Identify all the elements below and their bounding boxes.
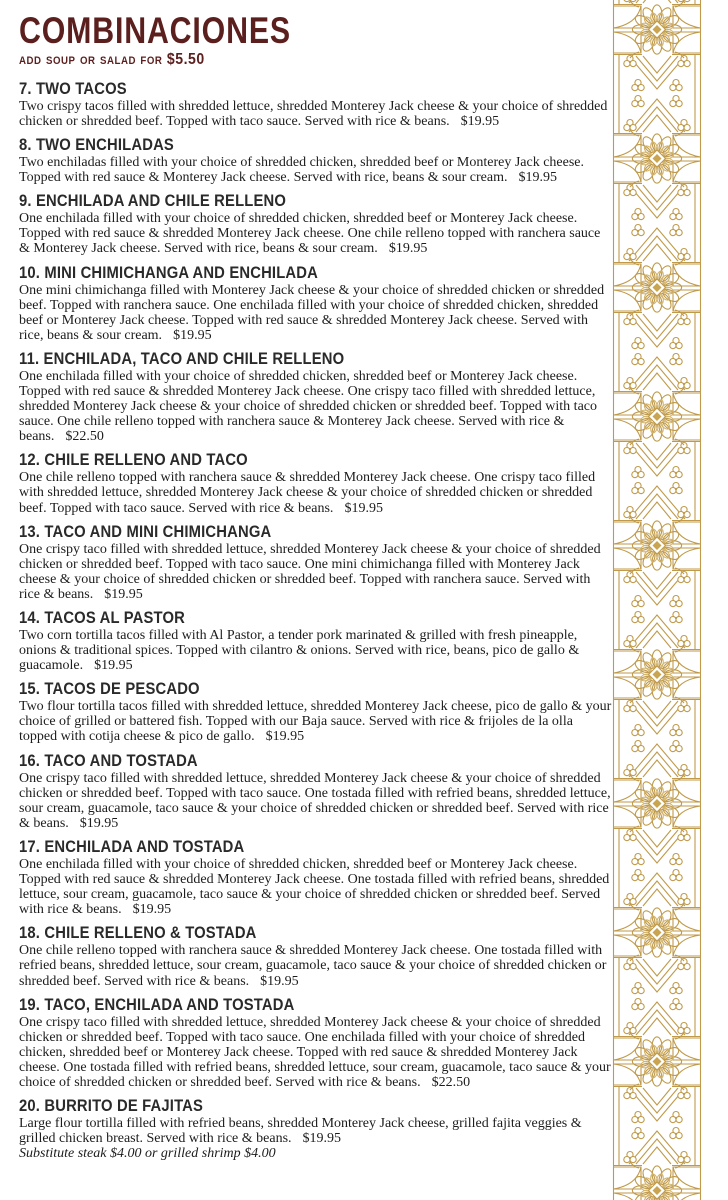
- menu-item-14: [19, 609, 613, 673]
- item-price: $19.95: [344, 500, 383, 516]
- item-substitution-note: Substitute steak $4.00 or grilled shrimp $4.00: [19, 1146, 276, 1162]
- menu-item-8: [19, 136, 613, 185]
- menu-item-10: [19, 264, 613, 343]
- item-heading: 13. TACO AND MINI CHIMICHANGA: [19, 521, 272, 541]
- item-description: [19, 369, 613, 444]
- menu-item-16: [19, 752, 613, 831]
- item-description-text: Two enchiladas filled with your choice of shredded chicken, shredded beef or Monterey Jack cheese. Topped with red sauce & Monterey Jack cheese. Served with rice, beans & sour cream.: [19, 155, 585, 186]
- item-description-text: One crispy taco filled with shredded lettuce, shredded Monterey Jack cheese & your choice of shredded chicken or shredded beef. Topped with taco sauce. One tostada filled with refried beans, shredded lettuce, sour cream, guacamole, taco sauce & your choice of shredded chicken or shredded beef. Served with rice & beans.: [19, 770, 611, 831]
- item-description-text: One chile relleno topped with ranchera sauce & shredded Monterey Jack cheese. One crispy taco filled with shredded lettuce, shredded Monterey Jack cheese & your choice of shredded chicken or shredded beef. Topped with taco sauce. Served with rice & beans.: [19, 470, 596, 516]
- item-description: [19, 211, 613, 256]
- item-price: $19.95: [260, 973, 299, 989]
- item-price: $19.95: [79, 815, 119, 831]
- menu-page: [19, 12, 613, 1161]
- item-description-text: One mini chimichanga filled with Monterey Jack cheese & your choice of shredded chicken or shredded beef. Topped with ranchera sauce. One enchilada filled with your choice of shredded chicken, shredded beef or Monterey Jack cheese. Topped with red sauce & shredded Monterey Jack cheese. Served with rice, beans & sour cream.: [19, 282, 605, 343]
- item-heading: 14. TACOS AL PASTOR: [19, 608, 186, 627]
- item-price: $22.50: [65, 429, 104, 445]
- item-heading: 10. MINI CHIMICHANGA AND ENCHILADA: [19, 262, 318, 282]
- page-title: COMBINACIONES: [19, 10, 291, 51]
- item-description: [19, 628, 613, 673]
- floral-border-ornament-icon: [611, 0, 703, 1200]
- menu-item-12: [19, 451, 613, 515]
- item-heading: 11. ENCHILADA, TACO AND CHILE RELLENO: [19, 348, 345, 368]
- item-description: [19, 699, 613, 744]
- menu-item-20: [19, 1097, 613, 1161]
- item-heading: 18. CHILE RELLENO & TOSTADA: [19, 923, 257, 943]
- item-heading: 12. CHILE RELLENO AND TACO: [19, 450, 248, 470]
- item-description-text: One crispy taco filled with shredded lettuce, shredded Monterey Jack cheese & your choice of shredded chicken or shredded beef. Topped with taco sauce. One mini chimichanga filled with Monterey Jack cheese & your choice of shredded chicken or shredded beef. Topped with ranchera sauce. Served with rice & beans.: [19, 541, 601, 602]
- item-price: $19.95: [132, 902, 172, 918]
- item-description: [19, 857, 613, 917]
- item-description: [19, 470, 613, 515]
- menu-item-7: [19, 80, 613, 129]
- item-price: $19.95: [518, 170, 557, 186]
- menu-item-11: [19, 350, 613, 444]
- item-heading: 20. BURRITO DE FAJITAS: [19, 1096, 204, 1116]
- item-heading: 7. TWO TACOS: [19, 78, 127, 98]
- item-heading: 19. TACO, ENCHILADA AND TOSTADA: [19, 994, 295, 1014]
- menu-item-15: [19, 680, 613, 744]
- item-heading: 17. ENCHILADA AND TOSTADA: [19, 836, 245, 856]
- item-heading: 15. TACOS DE PESCADO: [19, 679, 200, 699]
- item-description: [19, 1015, 613, 1090]
- item-price: $19.95: [173, 327, 212, 343]
- item-price: $19.95: [265, 729, 305, 745]
- item-description: [19, 542, 613, 602]
- item-description-text: One enchilada filled with your choice of shredded chicken, shredded beef or Monterey Jack cheese. Topped with red sauce & shredded Monterey Jack cheese. One tostada filled with refried beans, shredded lettuce, sour cream, guacamole, taco sauce & your choice of shredded chicken or shredded beef. Served with rice & beans.: [19, 856, 610, 918]
- item-description-text: One enchilada filled with your choice of shredded chicken, shredded beef or Monterey Jack cheese. Topped with red sauce & shredded Monterey Jack cheese. One crispy taco filled with shredded lettuce, shredded Monterey Jack cheese & your choice of shredded chicken or shredded beef. Topped with taco sauce. One chile relleno topped with ranchera sauce & Monterey Jack cheese. Served with rice & beans.: [19, 368, 597, 445]
- item-description: [19, 771, 613, 831]
- item-description-text: Two flour tortilla tacos filled with shredded lettuce, shredded Monterey Jack cheese, pico de gallo & your choice of grilled or battered fish. Topped with our Baja sauce. Served with rice & frijoles de la olla topped with cotija cheese & pico de gallo.: [19, 699, 612, 745]
- item-price: $22.50: [431, 1074, 471, 1090]
- item-description-text: One chile relleno topped with ranchera sauce & shredded Monterey Jack cheese. One tostada filled with refried beans, shredded lettuce, sour cream, guacamole, taco sauce & your choice of shredded chicken or shredded beef. Served with rice & beans.: [19, 943, 607, 989]
- item-price: $19.95: [460, 113, 500, 129]
- item-description: [19, 283, 613, 343]
- item-description-text: Two crispy tacos filled with shredded lettuce, shredded Monterey Jack cheese & your choice of shredded chicken or shredded beef. Topped with taco sauce. Served with rice & beans.: [19, 98, 608, 129]
- item-description-text: Two corn tortilla tacos filled with Al Pastor, a tender pork marinated & grilled with fresh pineapple, onions & traditional spices. Topped with cilantro & onions. Served with rice, beans, pico de gallo & guacamole.: [19, 628, 580, 674]
- menu-item-17: [19, 838, 613, 917]
- item-description: [19, 99, 613, 129]
- item-description-text: One enchilada filled with your choice of shredded chicken, shredded beef or Monterey Jack cheese. Topped with red sauce & shredded Monterey Jack cheese. One chile relleno topped with ranchera sauce & Monterey Jack cheese. Served with rice, beans & sour cream.: [19, 211, 601, 257]
- floral-border-ornament: [611, 0, 703, 1200]
- page-subtitle: add soup or salad for $5.50: [19, 50, 205, 68]
- item-price: $19.95: [388, 241, 428, 257]
- menu-item-13: [19, 523, 613, 602]
- item-description-text: One crispy taco filled with shredded lettuce, shredded Monterey Jack cheese & your choice of shredded chicken or shredded beef. Topped with taco sauce. One enchilada filled with your choice of shredded chicken, shredded beef or Monterey Jack cheese. Topped with red sauce & shredded Monterey Jack cheese. One tostada filled with refried beans, shredded lettuce, sour cream, guacamole, taco sauce & your choice of shredded chicken or shredded beef. Served with rice & beans.: [19, 1014, 611, 1090]
- item-heading: 8. TWO ENCHILADAS: [19, 135, 174, 155]
- item-description: [19, 1116, 613, 1146]
- menu-item-9: [19, 192, 613, 256]
- item-price: $19.95: [302, 1131, 342, 1147]
- item-heading: 9. ENCHILADA AND CHILE RELLENO: [19, 191, 287, 211]
- item-description-text: Large flour tortilla filled with refried beans, shredded Monterey Jack cheese, grilled fajita veggies & grilled chicken breast. Served with rice & beans.: [19, 1116, 582, 1147]
- menu-item-18: [19, 924, 613, 988]
- item-description: [19, 155, 613, 185]
- item-heading: 16. TACO AND TOSTADA: [19, 750, 198, 770]
- item-price: $19.95: [94, 658, 133, 674]
- menu-item-19: [19, 996, 613, 1090]
- item-description: [19, 943, 613, 988]
- item-price: $19.95: [104, 586, 143, 602]
